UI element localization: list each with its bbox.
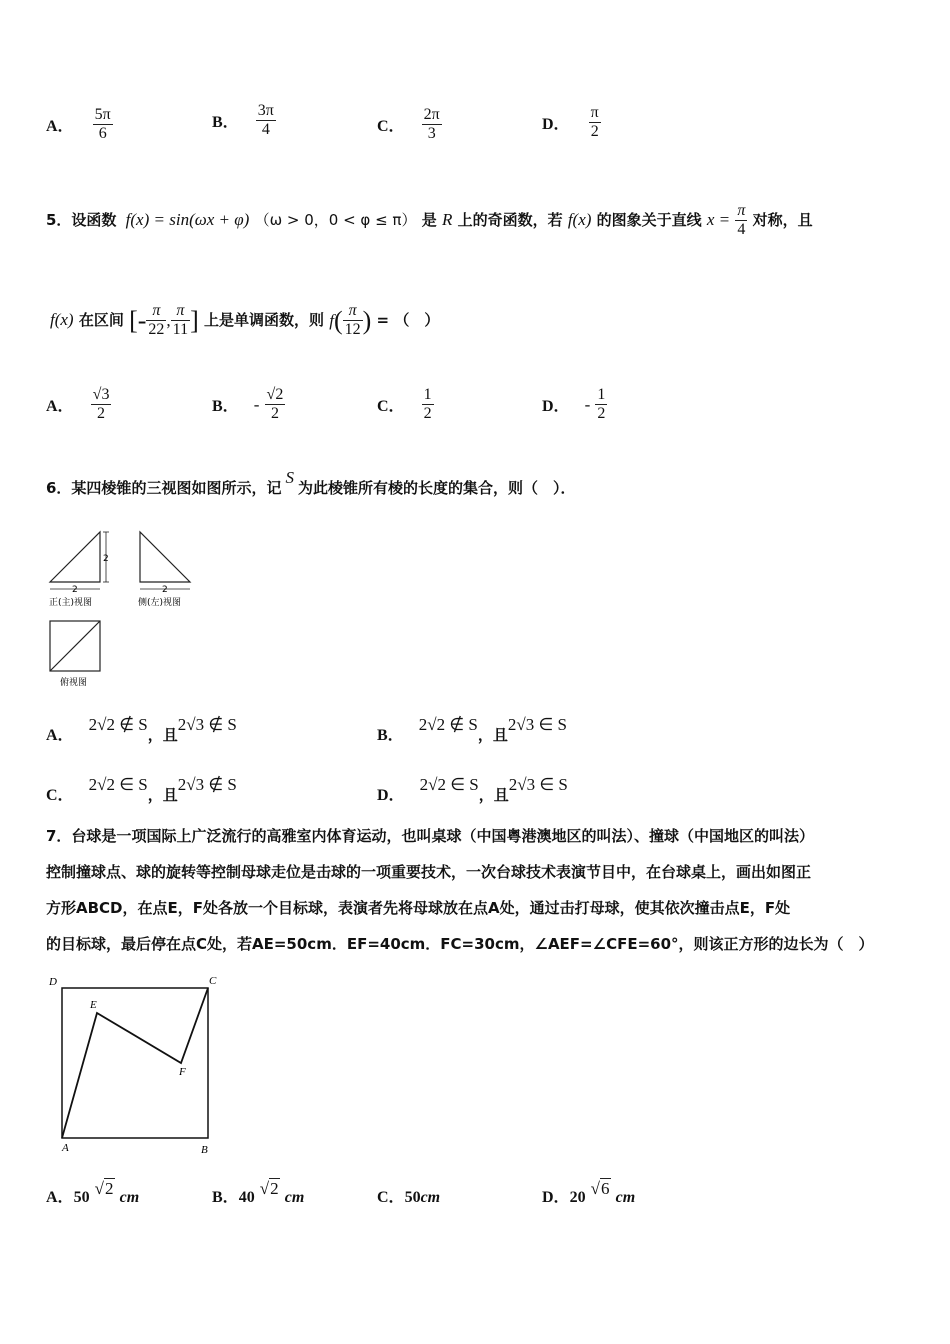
q4-option-a[interactable]: [46, 106, 113, 143]
three-view-figure: [40, 525, 210, 695]
front-view-label: 正(主)视图: [49, 598, 93, 608]
q6-option-c[interactable]: C． 2√2 ∈ S，且2√3 ∉ S: [46, 775, 237, 804]
option-fraction: $\frac{\pi}{2}$: [590, 104, 599, 140]
label-c: C: [209, 975, 217, 987]
side-view: [140, 532, 190, 589]
option-letter: D．: [542, 116, 570, 133]
label-b: B: [201, 1144, 208, 1156]
line-fraction: $\frac{\pi}{4}$: [737, 202, 746, 238]
side-view-label: 侧(左)视图: [138, 598, 182, 608]
top-view: [50, 621, 100, 671]
option-fraction: $\frac{2\pi}{3}$: [423, 106, 440, 142]
q6-option-b[interactable]: B． 2√2 ∉ S，且2√3 ∈ S: [377, 715, 567, 744]
q7-option-c[interactable]: C．50cm: [377, 1189, 441, 1206]
q5-option-b[interactable]: B． - $\frac{√2}{2}$: [212, 386, 284, 422]
front-view: [50, 532, 109, 589]
q7-option-d[interactable]: D．20 √6 cm: [542, 1179, 636, 1206]
option-fraction: $\frac{3\pi}{4}$: [257, 102, 274, 138]
ball-path: [62, 988, 208, 1138]
q7-option-a[interactable]: A．50 √2 cm: [46, 1179, 140, 1206]
q7-stem: 7．台球是一项国际上广泛流行的高雅室内体育运动，也叫桌球（中国粤港澳地区的叫法）、撞球（中国地区的叫法） 控制撞球点、球的旋转等控制母球走位是击球的一项重要技术，一次台球技术表演节目中，在台球桌上，画出如图正 方形ABCD，在点E，F处各放一个目标球，表演者先将母球放在点A处，通过击打母球，使其依次撞击点E，F处 的目标球，最后停在点C处，若AE=50cm．EF=40cm．FC=30cm，∠AEF=∠CFE=60°，则该正方形的边长为（ ）: [46, 827, 874, 953]
q5-interval: [- $\frac{\pi}{22}$ , $\frac{\pi}{11}$ ]: [129, 302, 199, 338]
dim-side-width: 2: [162, 585, 168, 595]
q5-option-d[interactable]: D． - $\frac{1}{2}$: [542, 386, 606, 422]
q5-condition: （ω > 0，0 < φ ≤ π）: [254, 211, 417, 229]
q4-option-d[interactable]: [542, 104, 601, 141]
option-fraction: $\frac{5\pi}{6}$: [94, 106, 111, 142]
label-f: F: [179, 1066, 186, 1078]
q5-function: f(x) = sin(ωx + φ): [125, 210, 250, 229]
q5-stem-line1: 5．设函数 f(x) = sin(ωx + φ) （ω > 0，0 < φ ≤ π） 是 R 上的奇函数，若 f(x) 的图象关于直线 x = $\frac{\pi}{4}$ 对称，且: [46, 202, 813, 238]
label-d: D: [49, 976, 57, 988]
q7-option-b[interactable]: B．40 √2 cm: [212, 1179, 305, 1206]
q5-eval: f ( $\frac{\pi}{12}$ ): [329, 302, 372, 338]
label-e: E: [90, 999, 97, 1011]
q6-option-a[interactable]: A． 2√2 ∉ S，且2√3 ∉ S: [46, 715, 237, 744]
q5-option-c[interactable]: C． $\frac{1}{2}$: [377, 386, 432, 422]
q4-option-c[interactable]: [377, 106, 442, 143]
billiard-figure: [40, 970, 230, 1160]
option-letter: A．: [46, 118, 74, 135]
dim-front-height: 2: [103, 554, 109, 564]
q6-stem: 6．某四棱锥的三视图如图所示，记S为此棱锥所有棱的长度的集合，则（ ）．: [46, 468, 576, 497]
q5-option-a[interactable]: A． $\frac{√3}{2}$: [46, 386, 110, 422]
q5-stem-line2: f(x) 在区间 [- $\frac{\pi}{22}$ , $\frac{\pi}{11}$ ] 上是单调函数，则 f ( $\frac{\pi}{12}$ ) = （ ）: [50, 302, 440, 338]
top-view-label: 俯视图: [60, 678, 88, 688]
option-letter: C．: [377, 118, 405, 135]
option-letter: B．: [212, 114, 239, 131]
dim-front-width: 2: [72, 585, 78, 595]
q6-option-d[interactable]: D． 2√2 ∈ S，且2√3 ∈ S: [377, 775, 568, 804]
label-a: A: [62, 1142, 69, 1154]
q4-option-b[interactable]: [212, 102, 276, 139]
